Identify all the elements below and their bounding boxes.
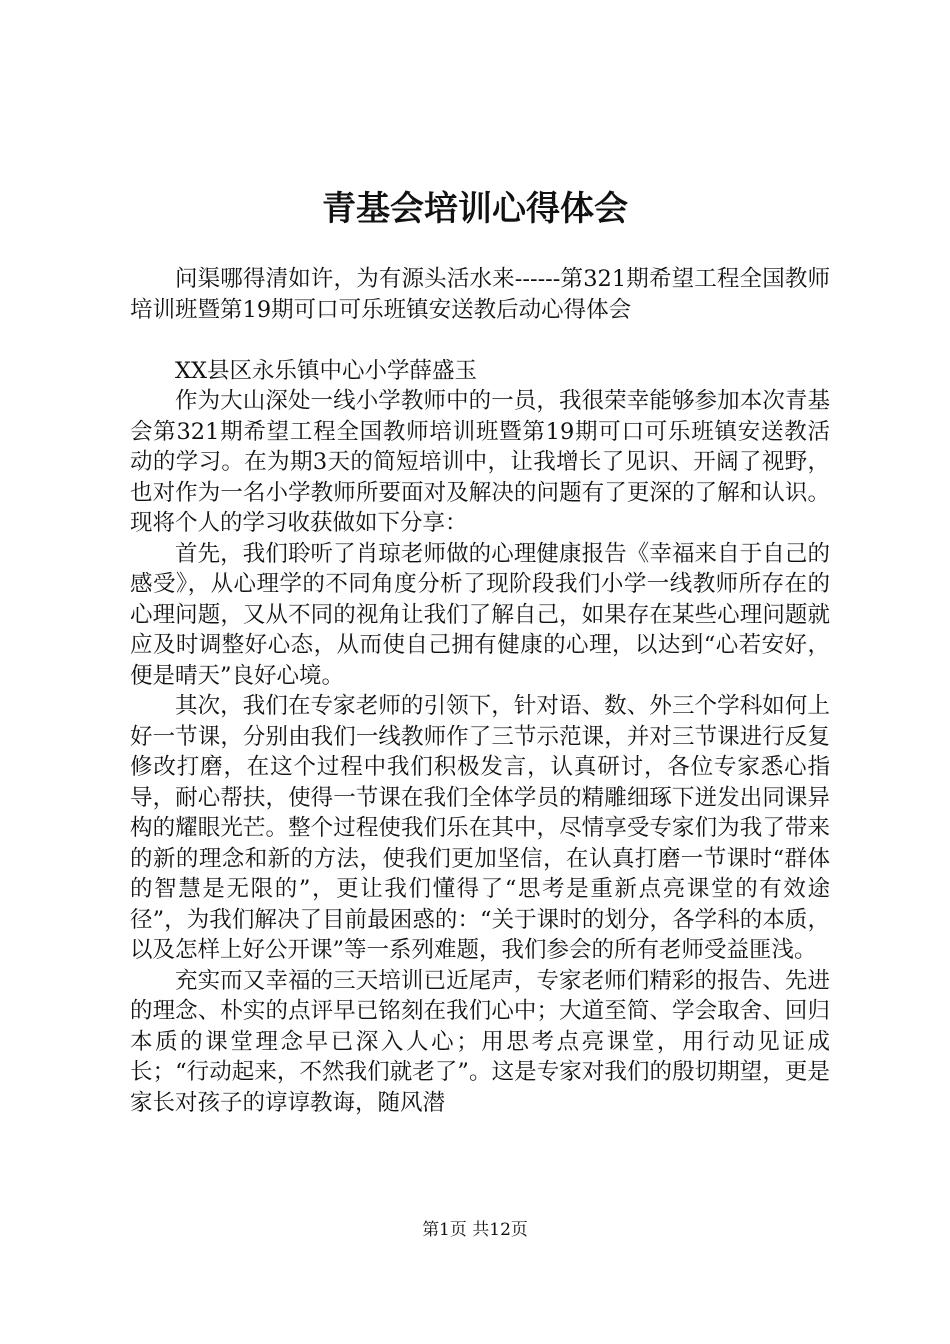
paragraph-2: 首先，我们聆听了肖琼老师做的心理健康报告《幸福来自于自己的感受》，从心理学的不同角度分析了现阶段我们小学一线教师所存在的心理问题，又从不同的视角让我们了解自己，如果存在某些心理问题就应及时调整好心态，从而使自己拥有健康的心理，以达到“心若安好，便是晴天”良好心境。: [130, 540, 830, 689]
paragraph-1: 作为大山深处一线小学教师中的一员，我很荣幸能够参加本次青基会第321期希望工程全国教师培训班暨第19期可口可乐班镇安送教活动的学习。在为期3天的简短培训中，让我增长了见识、开阔了视野，也对作为一名小学教师所要面对及解决的问题有了更深的了解和认识。现将个人的学习收获做如下分享：: [130, 388, 830, 536]
paragraph-3: 其次，我们在专家老师的引领下，针对语、数、外三个学科如何上好一节课，分别由我们一线教师作了三节示范课，并对三节课进行反复修改打磨，在这个过程中我们积极发言，认真研讨，各位专家悉心指导，耐心帮扶，使得一节课在我们全体学员的精雕细琢下迸发出同课异构的耀眼光芒。整个过程使我们乐在其中，尽情享受专家们为我了带来的新的理念和新的方法，使我们更加坚信，在认真打磨一节课时“群体的智慧是无限的”，更让我们懂得了“思考是重新点亮课堂的有效途径”，为我们解决了目前最困惑的：“关于课时的划分，各学科的本质，以及怎样上好公开课”等一系列难题，我们参会的所有老师受益匪浅。: [130, 693, 830, 963]
author-line: XX县区永乐镇中心小学薛盛玉: [175, 357, 478, 384]
document-body: [130, 264, 830, 1118]
paragraph-4: 充实而又幸福的三天培训已近尾声，专家老师们精彩的报告、先进的理念、朴实的点评早已铭刻在我们心中；大道至简、学会取舍、回归本质的课堂理念早已深入人心；用思考点亮课堂，用行动见证成长；“行动起来，不然我们就老了”。这是专家对我们的殷切期望，更是家长对孩子的谆谆教诲，随风潜: [130, 967, 830, 1116]
document-title: 青基会培训心得体会: [322, 189, 628, 229]
page-footer: 第1页 共12页: [422, 1220, 528, 1240]
document-subtitle: 问渠哪得清如许，为有源头活水来------第321期希望工程全国教师培训班暨第19期可口可乐班镇安送教后动心得体会: [130, 266, 830, 323]
